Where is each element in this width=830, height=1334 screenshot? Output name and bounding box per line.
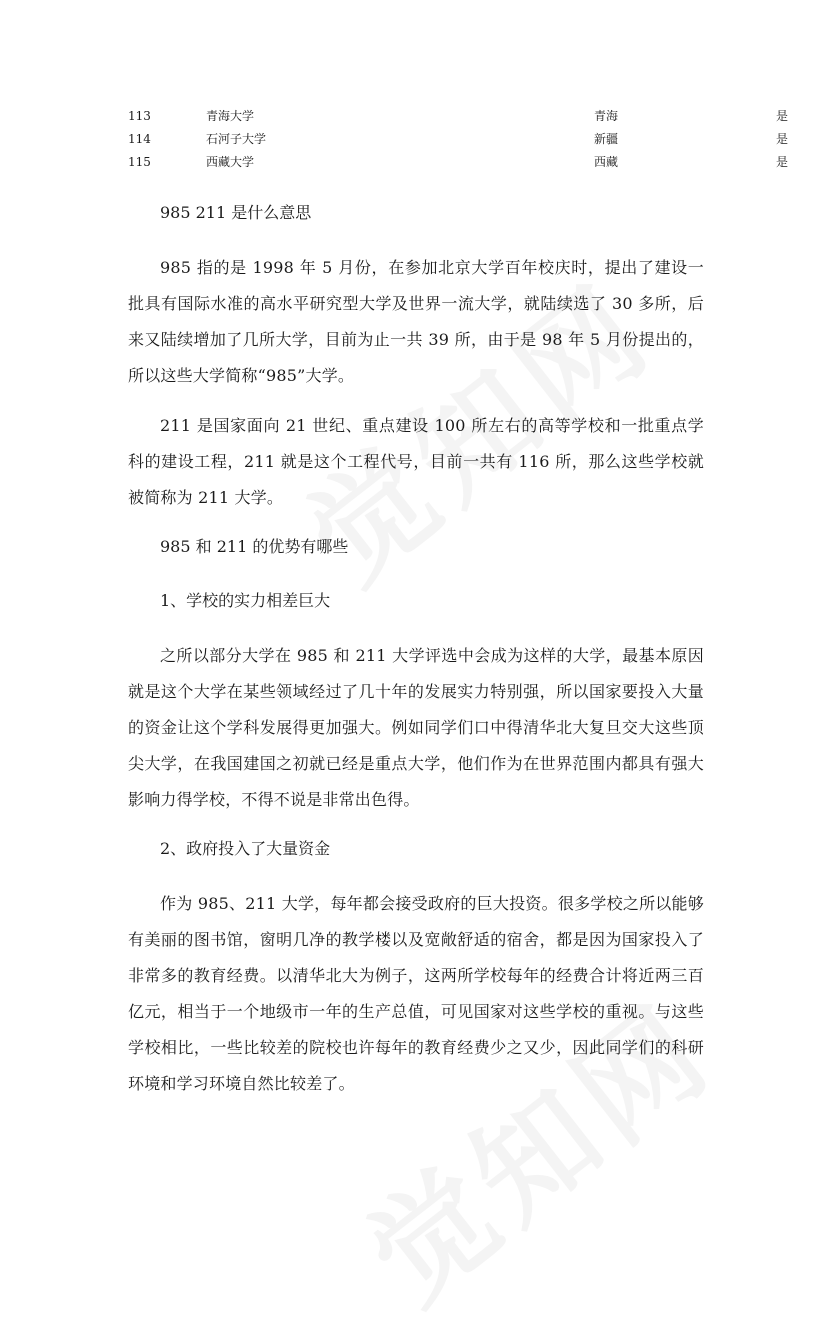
university-name: 石河子大学: [206, 132, 267, 146]
section-heading: 985 和 211 的优势有哪些: [160, 537, 349, 556]
flag-value: 是: [775, 155, 788, 169]
subsection-heading: 1、学校的实力相差巨大: [160, 591, 331, 610]
flag-value: 是: [775, 132, 788, 146]
table-row: [128, 127, 788, 150]
paragraph: 之所以部分大学在 985 和 211 大学评选中会成为这样的大学，最基本原因就是这个大学在某些领域经过了几十年的发展实力特别强，所以国家要投入大量的资金让这个学科发展得更加强大。例如同学们口中得清华北大复旦交大这些顶尖大学，在我国建国之初就已经是重点大学，他们作为在世界范围内都具有强大影响力得学校，不得不说是非常出色得。: [128, 646, 704, 809]
row-number: 115: [128, 154, 151, 169]
university-table: [128, 104, 788, 173]
paragraph: 211 是国家面向 21 世纪、重点建设 100 所左右的高等学校和一批重点学科的建设工程，211 就是这个工程代号，目前一共有 116 所，那么这些学校就被简称为 211 大学。: [128, 416, 704, 507]
province: 新疆: [594, 132, 619, 146]
province: 西藏: [594, 155, 619, 169]
section-heading: 985 211 是什么意思: [160, 203, 312, 222]
province: 青海: [594, 109, 619, 123]
row-number: 114: [128, 131, 151, 146]
row-number: 113: [128, 108, 151, 123]
article-body: [128, 196, 704, 1116]
subsection-heading: 2、政府投入了大量资金: [160, 839, 331, 858]
paragraph: 作为 985、211 大学，每年都会接受政府的巨大投资。很多学校之所以能够有美丽的图书馆，窗明几净的教学楼以及宽敞舒适的宿舍，都是因为国家投入了非常多的教育经费。以清华北大为例子，这两所学校每年的经费合计将近两三百亿元，相当于一个地级市一年的生产总值，可见国家对这些学校的重视。与这些学校相比，一些比较差的院校也许每年的教育经费少之又少，因此同学们的科研环境和学习环境自然比较差了。: [128, 894, 704, 1093]
table-row: [128, 104, 788, 127]
flag-value: 是: [775, 109, 788, 123]
table-row: [128, 150, 788, 173]
paragraph: 985 指的是 1998 年 5 月份，在参加北京大学百年校庆时，提出了建设一批具有国际水准的高水平研究型大学及世界一流大学，就陆续选了 30 多所，后来又陆续增加了几所大学，目前为止一共 39 所，由于是 98 年 5 月份提出的，所以这些大学简称“985”大学。: [128, 258, 704, 385]
university-name: 青海大学: [206, 109, 255, 123]
university-name: 西藏大学: [206, 155, 255, 169]
